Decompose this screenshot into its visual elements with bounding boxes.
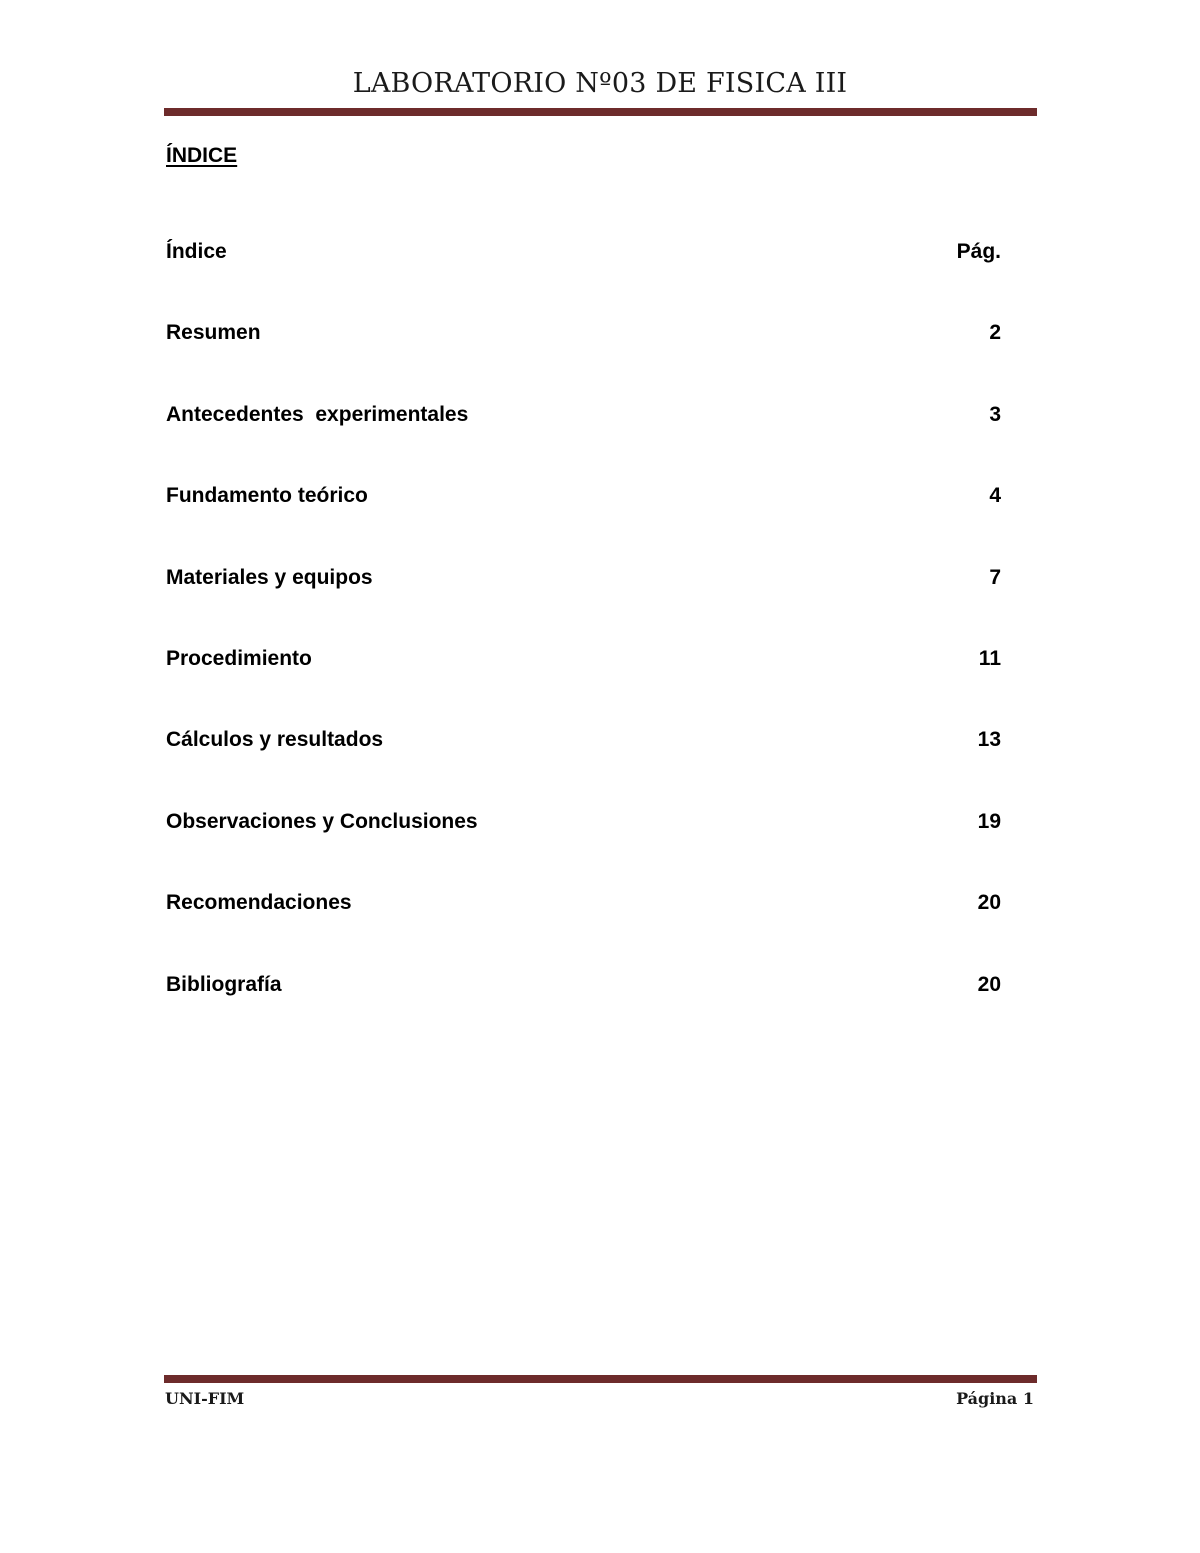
footer-page-number: Página 1 <box>956 1389 1034 1408</box>
toc-entry-label: Materiales y equipos <box>166 565 373 589</box>
toc-entry <box>166 321 1001 402</box>
page-header-title: LABORATORIO Nº03 DE FISICA III <box>352 68 848 99</box>
section-title: ÍNDICE <box>166 144 238 167</box>
header-rule <box>164 108 1037 116</box>
toc-entry-page: 19 <box>977 809 1001 833</box>
toc-entry-label: Procedimiento <box>166 646 312 670</box>
toc-entry-label: Cálculos y resultados <box>166 728 384 752</box>
toc-entry <box>166 973 1001 1054</box>
toc-entry-label: Fundamento teórico <box>166 484 368 508</box>
footer-rule <box>164 1375 1037 1383</box>
toc-entry <box>166 403 1001 484</box>
toc-heading-label: Índice <box>166 240 227 263</box>
toc-entry <box>166 484 1001 565</box>
toc-entry-page: 3 <box>989 402 1001 426</box>
toc-entry <box>166 728 1001 809</box>
toc-heading-row <box>166 240 1001 321</box>
toc-entry-page: 4 <box>989 484 1001 508</box>
toc-entry-label: Antecedentes experimentales <box>166 402 469 426</box>
toc-entry-label: Bibliografía <box>166 972 282 996</box>
table-of-contents <box>166 240 1001 1054</box>
toc-entry <box>166 810 1001 891</box>
footer-institution: UNI-FIM <box>165 1389 245 1408</box>
toc-entry-page: 13 <box>977 728 1001 752</box>
toc-entry-page: 20 <box>977 972 1001 996</box>
toc-entry <box>166 891 1001 972</box>
toc-entry <box>166 647 1001 728</box>
toc-entry-page: 7 <box>989 565 1001 589</box>
toc-heading-page: Pág. <box>956 240 1001 263</box>
toc-entry-label: Observaciones y Conclusiones <box>166 809 478 833</box>
toc-entry-label: Recomendaciones <box>166 891 352 915</box>
toc-entry-page: 20 <box>977 891 1001 915</box>
toc-entry-page: 11 <box>978 646 1001 670</box>
toc-entry-page: 2 <box>989 321 1001 345</box>
toc-entry-label: Resumen <box>166 321 261 345</box>
toc-entry <box>166 566 1001 647</box>
